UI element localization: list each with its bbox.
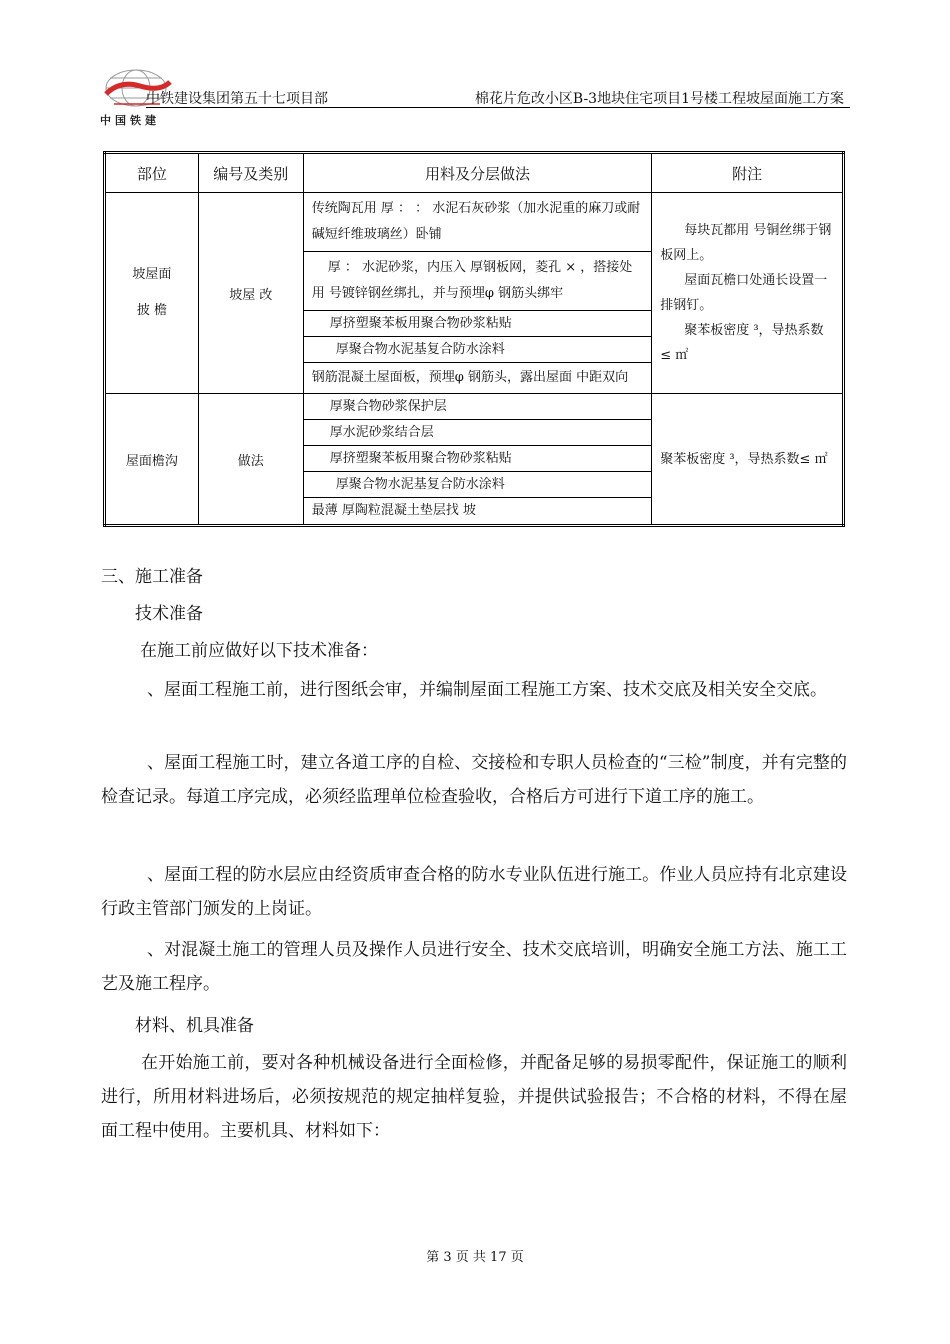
section-heading: 三、施工准备 <box>101 567 203 587</box>
layer-cell: 厚 ： 水泥砂浆，内压入 厚钢板网，菱孔 × ，搭接处用 号镀锌钢丝绑扎，并与预埋φ 钢筋头绑牢 <box>303 252 652 311</box>
layer-cell: 钢筋混凝土屋面板，预埋φ 钢筋头，露出屋面 中距双向 <box>303 363 652 394</box>
col-header-notes: 附注 <box>652 153 844 193</box>
logo-caption: 中国铁建 <box>100 114 160 127</box>
part-cell <box>105 193 199 394</box>
paragraph: 、屋面工程施工前，进行图纸会审，并编制屋面工程施工方案、技术交底及相关安全交底。 <box>147 680 827 700</box>
header-project-title: 棉花片危改小区B-3地块住宅项目1号楼工程坡屋面施工方案 <box>474 91 844 107</box>
part-label: 坡屋面 <box>132 267 172 282</box>
header-company: 中铁建设集团第五十七项目部 <box>146 91 328 107</box>
table-header-row <box>105 153 844 193</box>
layer-cell: 最薄 厚陶粒混凝土垫层找 坡 <box>303 498 652 526</box>
layer-cell: 厚聚合物水泥基复合防水涂料 <box>303 472 652 498</box>
paragraph: 、对混凝土施工的管理人员及操作人员进行安全、技术交底培训，明确安全施工方法、施工工艺及施工程序。 <box>101 940 847 994</box>
layer-cell: 厚挤塑聚苯板用聚合物砂浆粘贴 <box>303 446 652 472</box>
subsection-heading: 技术准备 <box>135 604 203 624</box>
note-line: 每块瓦都用 号铜丝绑于钢板网上。 <box>660 223 832 263</box>
layer-cell: 厚聚合物砂浆保护层 <box>303 394 652 420</box>
intro-text: 在施工前应做好以下技术准备： <box>140 641 378 661</box>
part-cell: 屋面檐沟 <box>105 394 199 526</box>
table-row <box>105 193 844 252</box>
page-number: 第 3 页 共 17 页 <box>426 1250 524 1265</box>
header-rule <box>146 107 850 108</box>
paragraph: 、屋面工程的防水层应由经资质审查合格的防水专业队伍进行施工。作业人员应持有北京建设行政主管部门颁发的上岗证。 <box>101 865 847 919</box>
part-label: 披 檐 <box>136 303 167 318</box>
col-header-category: 编号及类别 <box>198 153 303 193</box>
col-header-part: 部位 <box>105 153 199 193</box>
note-line: 屋面瓦檐口处通长设置一排钢钉。 <box>660 273 828 313</box>
layer-cell: 厚水泥砂浆结合层 <box>303 420 652 446</box>
layer-cell: 传统陶瓦用 厚 ： ： 水泥石灰砂浆（加水泥重的麻刀或耐碱短纤维玻璃丝）卧铺 <box>303 193 652 252</box>
paragraph: 在开始施工前，要对各种机械设备进行全面检修，并配备足够的易损零配件，保证施工的顺利进行，所用材料进场后，必须按规范的规定抽样复验，并提供试验报告；不合格的材料，不得在屋面工程中使用。主要机具、材料如下： <box>101 1053 847 1141</box>
table-row <box>105 394 844 420</box>
subsection-heading: 材料、机具准备 <box>135 1016 254 1036</box>
notes-cell <box>652 193 844 394</box>
construction-layers-table <box>103 151 845 527</box>
paragraph: 、屋面工程施工时，建立各道工序的自检、交接检和专职人员检查的“三检”制度，并有完整的检查记录。每道工序完成，必须经监理单位检查验收，合格后方可进行下道工序的施工。 <box>101 753 847 807</box>
note-line: 聚苯板密度 ³，导热系数≤ ㎡ <box>660 451 828 467</box>
category-cell: 做法 <box>198 394 303 526</box>
layer-cell: 厚挤塑聚苯板用聚合物砂浆粘贴 <box>303 311 652 337</box>
category-cell: 坡屋 改 <box>198 193 303 394</box>
layer-cell: 厚聚合物水泥基复合防水涂料 <box>303 337 652 363</box>
notes-cell <box>652 394 844 526</box>
note-line: 聚苯板密度 ³，导热系数≤ ㎡ <box>660 323 824 363</box>
col-header-layers: 用料及分层做法 <box>303 153 652 193</box>
